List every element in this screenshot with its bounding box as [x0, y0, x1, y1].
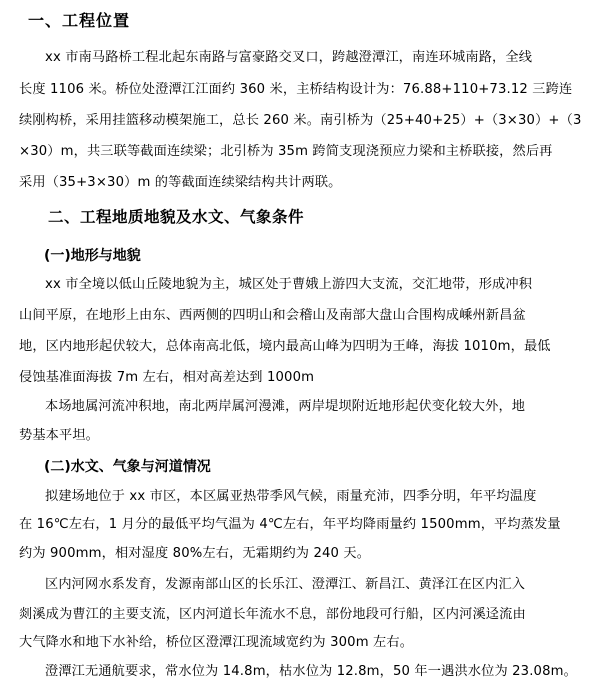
subsection-heading-hydrology: (二)水文、气象与河道情况	[44, 459, 211, 475]
paragraph-line: 势基本平坦。	[19, 428, 100, 443]
paragraph-line: ×30）m，共三联等截面连续梁；北引桥为 35m 跨简支现浇预应力梁和主桥联接，然后再	[19, 144, 553, 159]
paragraph-line: 拟建场地位于 xx 市区，本区属亚热带季风气候，雨量充沛，四季分明，年平均温度	[45, 489, 537, 504]
paragraph-line: 山间平原，在地形上由东、西两侧的四明山和会稽山及南部大盘山合围构成嵊州新昌盆	[19, 308, 526, 323]
paragraph-line: 采用（35+3×30）m 的等截面连续梁结构共计两联。	[19, 175, 342, 190]
paragraph-line: 续刚构桥，采用挂篮移动模架施工，总长 260 米。南引桥为（25+40+25）+（3×30）+（3	[19, 113, 582, 128]
paragraph-line: 本场地属河流冲积地，南北两岸属河漫滩，两岸堤坝附近地形起伏变化较大外，地	[45, 399, 526, 414]
paragraph-line: 侵蚀基准面海拔 7m 左右，相对高差达到 1000m	[19, 370, 315, 385]
section-heading-project-location: 一、工程位置	[28, 11, 131, 30]
paragraph-line: 大气降水和地下水补给，桥位区澄潭江现流域宽约为 300m 左右。	[19, 635, 414, 650]
paragraph-line: 澄潭江无通航要求，常水位为 14.8m，枯水位为 12.8m，50 年一遇洪水位为 23.08m。	[45, 664, 577, 679]
paragraph-line: 在 16℃左右，1 月分的最低平均气温为 4℃左右，年平均降雨量约 1500mm，平均蒸发量	[19, 517, 561, 532]
paragraph-line: xx 市南马路桥工程北起东南路与富豪路交叉口，跨越澄潭江，南连环城南路，全线	[45, 50, 533, 65]
paragraph-line: 区内河网水系发育，发源南部山区的长乐江、澄潭江、新昌江、黄泽江在区内汇入	[45, 577, 526, 592]
paragraph-line: xx 市全境以低山丘陵地貌为主，城区处于曹娥上游四大支流，交汇地带，形成冲积	[45, 277, 533, 292]
paragraph-line: 长度 1106 米。桥位处澄潭江江面约 360 米，主桥结构设计为：76.88+110+73.12 三跨连	[19, 82, 573, 97]
paragraph-line: 地，区内地形起伏较大，总体南高北低，境内最高山峰为四明为王峰，海拔 1010m，最低	[19, 339, 551, 354]
section-heading-geology-hydrology: 二、工程地质地貌及水文、气象条件	[48, 208, 305, 226]
paragraph-line: 剡溪成为曹江的主要支流，区内河道长年流水不息，部份地段可行船，区内河溪迳流由	[19, 607, 526, 622]
paragraph-line: 约为 900mm，相对湿度 80%左右，无霜期约为 240 天。	[19, 546, 371, 561]
subsection-heading-terrain: (一)地形与地貌	[44, 248, 141, 264]
